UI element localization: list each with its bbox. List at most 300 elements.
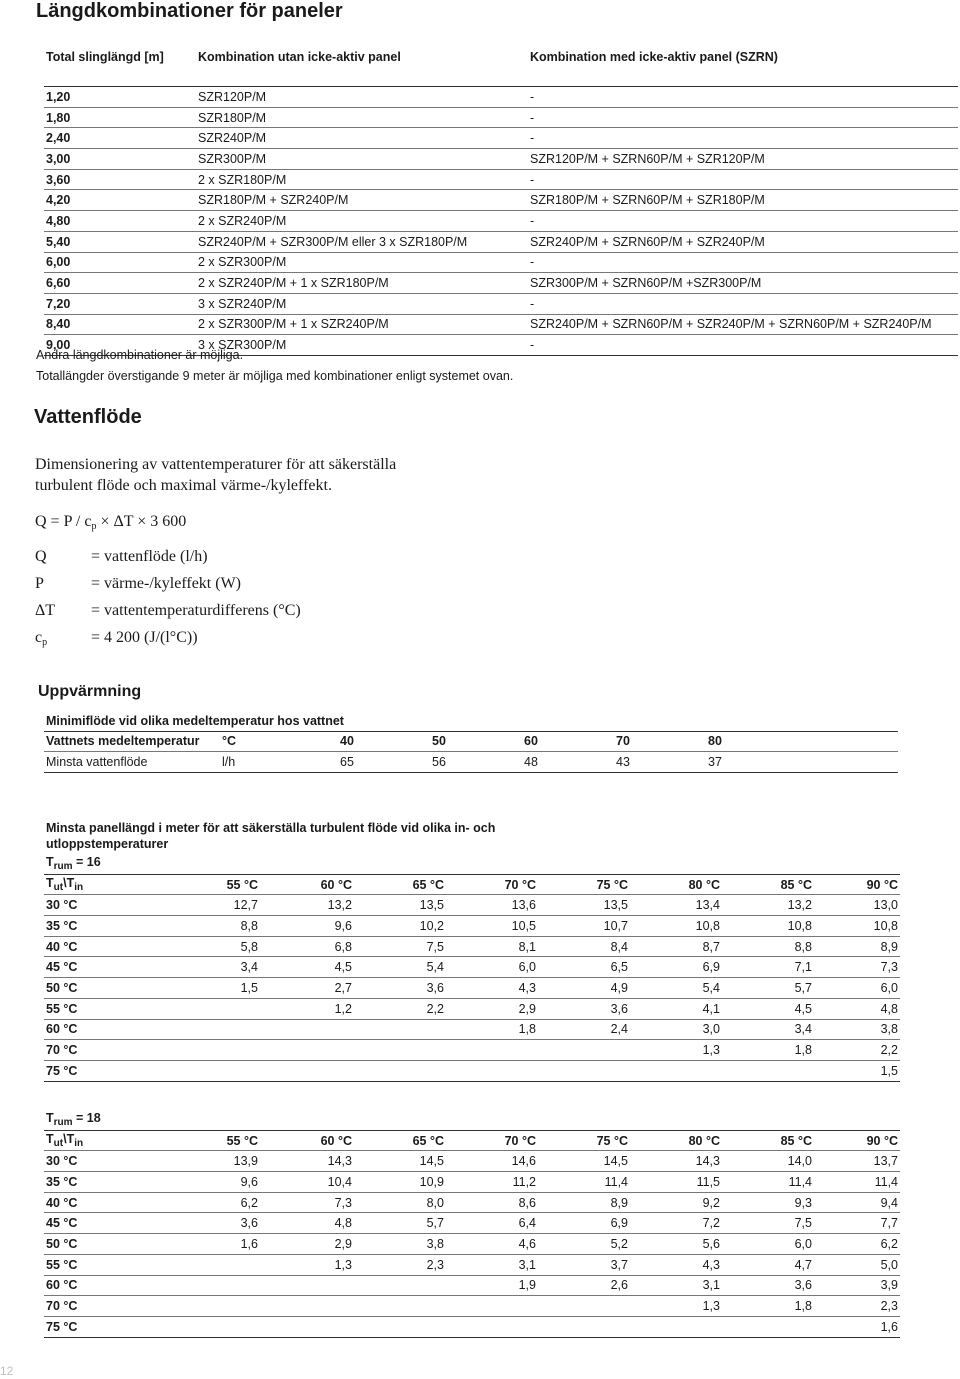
corner-sub: ut [53, 1138, 64, 1150]
length-cell: 2,40 [44, 128, 196, 149]
trum-row [44, 1110, 900, 1130]
table-cell [354, 1040, 446, 1061]
table-cell: 2,2 [814, 1040, 900, 1061]
panel-length-table-trum-18 [44, 1110, 900, 1338]
corner-t: T [46, 1132, 54, 1147]
trum-label [44, 854, 900, 874]
table-cell: 1,8 [722, 1040, 814, 1061]
combination-cell: SZR180P/M + SZRN60P/M + SZR180P/M [528, 190, 958, 211]
panel-length-table-trum-16 [44, 854, 900, 1082]
row-label: 50 °C [44, 1234, 164, 1255]
trum-t: T [46, 1111, 54, 1126]
row-label: 35 °C [44, 1172, 164, 1193]
column-header: 90 °C [814, 874, 900, 895]
table-cell [260, 1316, 354, 1337]
table-cell: 14,3 [630, 1151, 722, 1172]
combination-cell: - [528, 107, 958, 128]
definition-text: = 4 200 (J/(l°C)) [91, 629, 198, 646]
table-cell: 14,3 [260, 1151, 354, 1172]
table-cell: 11,4 [538, 1172, 630, 1193]
formula-part: × ΔT × 3 600 [96, 513, 187, 530]
table-cell: 2,3 [354, 1254, 446, 1275]
column-header: 70 °C [446, 1130, 538, 1151]
table-cell: 8,9 [538, 1192, 630, 1213]
row-label: 45 °C [44, 1213, 164, 1234]
table-cell: 7,2 [630, 1213, 722, 1234]
table-cell [260, 1060, 354, 1081]
table-cell [164, 1316, 260, 1337]
symbol-text: c [35, 629, 43, 646]
row-label: 75 °C [44, 1316, 164, 1337]
table-header-row [44, 874, 900, 895]
table-cell [260, 1019, 354, 1040]
page-number: 12 [0, 1364, 14, 1378]
table-cell: 7,3 [814, 957, 900, 978]
table-cell: 2,2 [354, 998, 446, 1019]
table-cell [354, 1060, 446, 1081]
table-cell: 6,0 [446, 957, 538, 978]
table-cell [164, 1275, 260, 1296]
symbol-text: ΔT [35, 602, 56, 619]
combination-cell: SZR180P/M [196, 107, 528, 128]
trum-sub: rum [53, 861, 73, 873]
symbol-text: P [35, 575, 44, 592]
column-header: Kombination med icke-aktiv panel (SZRN) [528, 47, 958, 87]
table-cell: 10,7 [538, 916, 630, 937]
table-cell [630, 1316, 722, 1337]
column-header: 90 °C [814, 1130, 900, 1151]
table-cell: 10,2 [354, 916, 446, 937]
table-cell: 11,2 [446, 1172, 538, 1193]
table-cell: 8,6 [446, 1192, 538, 1213]
table-cell: 56 [430, 752, 522, 773]
table-cell: 8,0 [354, 1192, 446, 1213]
table-row [44, 1151, 900, 1172]
table-cell: 4,8 [260, 1213, 354, 1234]
table-cell: 5,7 [354, 1213, 446, 1234]
table-cell: 8,7 [630, 936, 722, 957]
table-row [44, 1060, 900, 1081]
table-cell: 1,5 [164, 978, 260, 999]
table-row [44, 1019, 900, 1040]
column-header: 65 °C [354, 1130, 446, 1151]
table-cell: 2,4 [538, 1019, 630, 1040]
combination-cell: SZR180P/M + SZR240P/M [196, 190, 528, 211]
table-cell: 3,8 [814, 1019, 900, 1040]
combination-cell: SZR240P/M + SZRN60P/M + SZR240P/M [528, 231, 958, 252]
table-cell [164, 1040, 260, 1061]
length-cell: 9,00 [44, 335, 196, 356]
table-cell: 3,1 [446, 1254, 538, 1275]
table-cell: 11,4 [722, 1172, 814, 1193]
table-cell: l/h [220, 752, 338, 773]
length-cell: 3,60 [44, 169, 196, 190]
table-cell [354, 1296, 446, 1317]
corner-sub: in [74, 1138, 84, 1150]
combination-cell: - [528, 252, 958, 273]
length-cell: 4,80 [44, 211, 196, 232]
table-cell: 8,8 [164, 916, 260, 937]
table-row [44, 1316, 900, 1337]
corner-sub: ut [53, 882, 64, 894]
table-cell: 13,9 [164, 1151, 260, 1172]
definition-row [35, 575, 241, 593]
table-cell: 70 [614, 731, 706, 752]
formula [35, 513, 186, 532]
table-cell: 13,4 [630, 895, 722, 916]
table-cell [446, 1316, 538, 1337]
table-row [44, 998, 900, 1019]
combination-cell: SZR300P/M [196, 149, 528, 170]
intro-line: Dimensionering av vattentemperaturer för att säkerställa [35, 456, 397, 473]
table-cell: 1,6 [164, 1234, 260, 1255]
table-cell: 48 [522, 752, 614, 773]
row-label: 60 °C [44, 1275, 164, 1296]
table-cell: 8,4 [538, 936, 630, 957]
table-cell: 3,1 [630, 1275, 722, 1296]
table-cell: 10,5 [446, 916, 538, 937]
table-cell: 5,6 [630, 1234, 722, 1255]
table-cell: 8,9 [814, 936, 900, 957]
table-row [44, 107, 958, 128]
corner-t: \T [63, 1132, 75, 1147]
table-cell: 80 [706, 731, 898, 752]
table-cell [354, 1275, 446, 1296]
table-cell: 6,5 [538, 957, 630, 978]
table-cell: 7,5 [354, 936, 446, 957]
table-row [44, 128, 958, 149]
note: Totallängder överstigande 9 meter är möjliga med kombinationer enligt systemet ovan. [36, 369, 514, 383]
length-cell: 5,40 [44, 231, 196, 252]
column-header: Kombination utan icke-aktiv panel [196, 47, 528, 87]
table-row [44, 314, 958, 335]
table-cell: 14,5 [538, 1151, 630, 1172]
table-cell [260, 1296, 354, 1317]
table-cell: 9,6 [260, 916, 354, 937]
table-cell: 9,3 [722, 1192, 814, 1213]
table-cell [354, 1316, 446, 1337]
table-cell: 1,5 [814, 1060, 900, 1081]
table-row [44, 149, 958, 170]
row-label: 45 °C [44, 957, 164, 978]
table-cell: 13,0 [814, 895, 900, 916]
table-cell: 2,9 [446, 998, 538, 1019]
table-cell: 10,9 [354, 1172, 446, 1193]
min-flow-table [44, 711, 898, 773]
definition-symbol [35, 629, 91, 648]
section-title-water: Vattenflöde [34, 406, 142, 428]
intro-text [35, 454, 555, 496]
combination-cell: SZR240P/M + SZRN60P/M + SZR240P/M + SZRN60P/M + SZR240P/M [528, 314, 958, 335]
table-row [44, 1234, 900, 1255]
table-cell [722, 1316, 814, 1337]
column-header: 60 °C [260, 1130, 354, 1151]
table-cell: 6,9 [630, 957, 722, 978]
formula-sub: p [91, 521, 97, 532]
length-cell: 7,20 [44, 293, 196, 314]
definition-text: = vattentemperaturdifferens (°C) [91, 602, 301, 619]
combination-cell: 3 x SZR240P/M [196, 293, 528, 314]
column-header: 60 °C [260, 874, 354, 895]
table-cell: 14,0 [722, 1151, 814, 1172]
row-label: 40 °C [44, 1192, 164, 1213]
table-cell: 1,3 [630, 1040, 722, 1061]
table-cell: 4,8 [814, 998, 900, 1019]
table-cell: 6,2 [164, 1192, 260, 1213]
table-cell [630, 1060, 722, 1081]
table-cell: 5,8 [164, 936, 260, 957]
combination-cell: SZR120P/M [196, 87, 528, 108]
table-cell: 3,4 [164, 957, 260, 978]
table-cell: 10,8 [814, 916, 900, 937]
row-label: 55 °C [44, 1254, 164, 1275]
column-header: 85 °C [722, 874, 814, 895]
table-row [44, 293, 958, 314]
column-header: Total slinglängd [m] [44, 47, 196, 87]
table-cell: 3,8 [354, 1234, 446, 1255]
table-row [44, 1192, 900, 1213]
table-row [44, 190, 958, 211]
intro-line: turbulent flöde och maximal värme-/kyleffekt. [35, 477, 332, 494]
combination-cell: 2 x SZR300P/M + 1 x SZR240P/M [196, 314, 528, 335]
table-cell: 6,4 [446, 1213, 538, 1234]
table-cell: 37 [706, 752, 898, 773]
column-header: 75 °C [538, 1130, 630, 1151]
table-header-row [44, 1130, 900, 1151]
table-cell: 9,2 [630, 1192, 722, 1213]
trum-label [44, 1110, 900, 1130]
table-row [44, 1296, 900, 1317]
combinations-table [44, 47, 958, 356]
table-cell: 5,4 [354, 957, 446, 978]
table-row [44, 231, 958, 252]
table-row [44, 1213, 900, 1234]
formula-part: Q = P / c [35, 513, 92, 530]
table-row [44, 273, 958, 294]
definition-text: = värme-/kyleffekt (W) [91, 575, 241, 592]
table-cell: 4,5 [260, 957, 354, 978]
corner-t: \T [63, 876, 75, 891]
row-label: 55 °C [44, 998, 164, 1019]
table-cell: 40 [338, 731, 430, 752]
table-cell: 10,4 [260, 1172, 354, 1193]
combination-cell: - [528, 87, 958, 108]
row-label: 70 °C [44, 1040, 164, 1061]
table-cell: 3,6 [164, 1213, 260, 1234]
table-cell: 43 [614, 752, 706, 773]
table-cell: 2,3 [814, 1296, 900, 1317]
combination-cell: 2 x SZR300P/M [196, 252, 528, 273]
table-row [44, 957, 900, 978]
table-cell: 4,3 [630, 1254, 722, 1275]
combination-cell: SZR300P/M + SZRN60P/M +SZR300P/M [528, 273, 958, 294]
table-cell: 6,2 [814, 1234, 900, 1255]
row-label: 50 °C [44, 978, 164, 999]
table-cell: 7,1 [722, 957, 814, 978]
table-cell: 4,6 [446, 1234, 538, 1255]
trum-row [44, 854, 900, 874]
row-label: 75 °C [44, 1060, 164, 1081]
table-cell: 13,6 [446, 895, 538, 916]
definition-row [35, 548, 208, 566]
table-row [44, 252, 958, 273]
column-header: 75 °C [538, 874, 630, 895]
table-cell: 4,5 [722, 998, 814, 1019]
table-cell: 8,8 [722, 936, 814, 957]
definition-symbol [35, 575, 91, 593]
table-cell: Minsta vattenflöde [44, 752, 220, 773]
table-cell: 3,7 [538, 1254, 630, 1275]
table-cell: 9,4 [814, 1192, 900, 1213]
definition-symbol [35, 602, 91, 620]
table-cell: 1,8 [446, 1019, 538, 1040]
definition-text: = vattenflöde (l/h) [91, 548, 208, 565]
table-cell: 50 [430, 731, 522, 752]
combination-cell: SZR240P/M [196, 128, 528, 149]
table-cell [446, 1296, 538, 1317]
table-cell: 3,4 [722, 1019, 814, 1040]
table-cell: 1,9 [446, 1275, 538, 1296]
length-cell: 1,20 [44, 87, 196, 108]
length-cell: 6,00 [44, 252, 196, 273]
combination-cell: 2 x SZR240P/M [196, 211, 528, 232]
table-cell: 5,0 [814, 1254, 900, 1275]
table-row [44, 1172, 900, 1193]
row-label: 30 °C [44, 1151, 164, 1172]
row-label: 30 °C [44, 895, 164, 916]
table-cell [164, 1019, 260, 1040]
combination-cell: 2 x SZR240P/M + 1 x SZR180P/M [196, 273, 528, 294]
table-row [44, 895, 900, 916]
table-cell: 12,7 [164, 895, 260, 916]
table-cell: 3,6 [354, 978, 446, 999]
row-label: 70 °C [44, 1296, 164, 1317]
table-row [44, 978, 900, 999]
table-cell [722, 1060, 814, 1081]
length-cell: 3,00 [44, 149, 196, 170]
table-cell [164, 1296, 260, 1317]
length-cell: 8,40 [44, 314, 196, 335]
corner-sub: in [74, 882, 84, 894]
table-cell: 3,9 [814, 1275, 900, 1296]
trum-sub: rum [53, 1117, 73, 1129]
table-row [44, 1040, 900, 1061]
table-cell: 4,7 [722, 1254, 814, 1275]
table-cell: 2,6 [538, 1275, 630, 1296]
trum-t: T [46, 855, 54, 870]
column-header: 55 °C [164, 1130, 260, 1151]
combination-cell: SZR120P/M + SZRN60P/M + SZR120P/M [528, 149, 958, 170]
table-cell: 14,5 [354, 1151, 446, 1172]
table-cell: 4,3 [446, 978, 538, 999]
table-cell: 13,7 [814, 1151, 900, 1172]
definition-row [35, 629, 198, 648]
column-header: 55 °C [164, 874, 260, 895]
table-cell: °C [220, 731, 338, 752]
corner-label [44, 1130, 164, 1151]
table-row [44, 752, 898, 773]
table-cell [164, 998, 260, 1019]
table-cell: 6,0 [814, 978, 900, 999]
table-row [44, 1254, 900, 1275]
table-cell [538, 1060, 630, 1081]
combination-cell: - [528, 335, 958, 356]
table-cell [446, 1060, 538, 1081]
column-header: 65 °C [354, 874, 446, 895]
table-cell: 7,5 [722, 1213, 814, 1234]
table-cell: 10,8 [630, 916, 722, 937]
definition-row [35, 602, 301, 620]
column-header: 85 °C [722, 1130, 814, 1151]
table-cell: Vattnets medeltemperatur [44, 731, 220, 752]
table-cell: 11,4 [814, 1172, 900, 1193]
table-row [44, 916, 900, 937]
table-caption: Minimiflöde vid olika medeltemperatur hos vattnet [44, 711, 898, 731]
table-cell: 13,5 [354, 895, 446, 916]
table-cell: 13,2 [722, 895, 814, 916]
combination-cell: - [528, 211, 958, 232]
combination-cell: - [528, 293, 958, 314]
symbol-sub: p [42, 637, 48, 648]
table-cell: 7,7 [814, 1213, 900, 1234]
table-cell: 13,5 [538, 895, 630, 916]
caption-line: utloppstemperaturer [46, 837, 169, 851]
panel-length-caption [46, 820, 566, 852]
table-cell: 1,3 [630, 1296, 722, 1317]
column-header: 70 °C [446, 874, 538, 895]
table-cell: 65 [338, 752, 430, 773]
table-row [44, 211, 958, 232]
table-cell: 5,7 [722, 978, 814, 999]
table-cell [164, 1254, 260, 1275]
table-cell: 4,9 [538, 978, 630, 999]
section-title-heating: Uppvärmning [38, 683, 142, 700]
table-cell: 3,6 [538, 998, 630, 1019]
table-cell: 13,2 [260, 895, 354, 916]
length-cell: 1,80 [44, 107, 196, 128]
table-cell [164, 1060, 260, 1081]
length-cell: 6,60 [44, 273, 196, 294]
table-cell: 9,6 [164, 1172, 260, 1193]
trum-value: = 18 [72, 1111, 101, 1126]
table-cell [354, 1019, 446, 1040]
table-cell [538, 1316, 630, 1337]
table-cell: 1,2 [260, 998, 354, 1019]
table-cell: 1,3 [260, 1254, 354, 1275]
combination-cell: SZR240P/M + SZR300P/M eller 3 x SZR180P/M [196, 231, 528, 252]
table-cell: 3,6 [722, 1275, 814, 1296]
table-cell [538, 1296, 630, 1317]
table-cell: 1,6 [814, 1316, 900, 1337]
table-row [44, 731, 898, 752]
corner-label [44, 874, 164, 895]
table-cell: 5,4 [630, 978, 722, 999]
note: Andra längdkombinationer är möjliga. [36, 348, 244, 362]
table-cell: 5,2 [538, 1234, 630, 1255]
row-label: 35 °C [44, 916, 164, 937]
table-cell [446, 1040, 538, 1061]
combination-cell: - [528, 169, 958, 190]
combination-cell: - [528, 128, 958, 149]
combination-cell: 3 x SZR300P/M [196, 335, 528, 356]
table-cell [260, 1040, 354, 1061]
table-cell: 3,0 [630, 1019, 722, 1040]
table-row [44, 169, 958, 190]
symbol-text: Q [35, 548, 47, 565]
column-header: 80 °C [630, 874, 722, 895]
table-header-row [44, 47, 958, 87]
table-row [44, 1275, 900, 1296]
